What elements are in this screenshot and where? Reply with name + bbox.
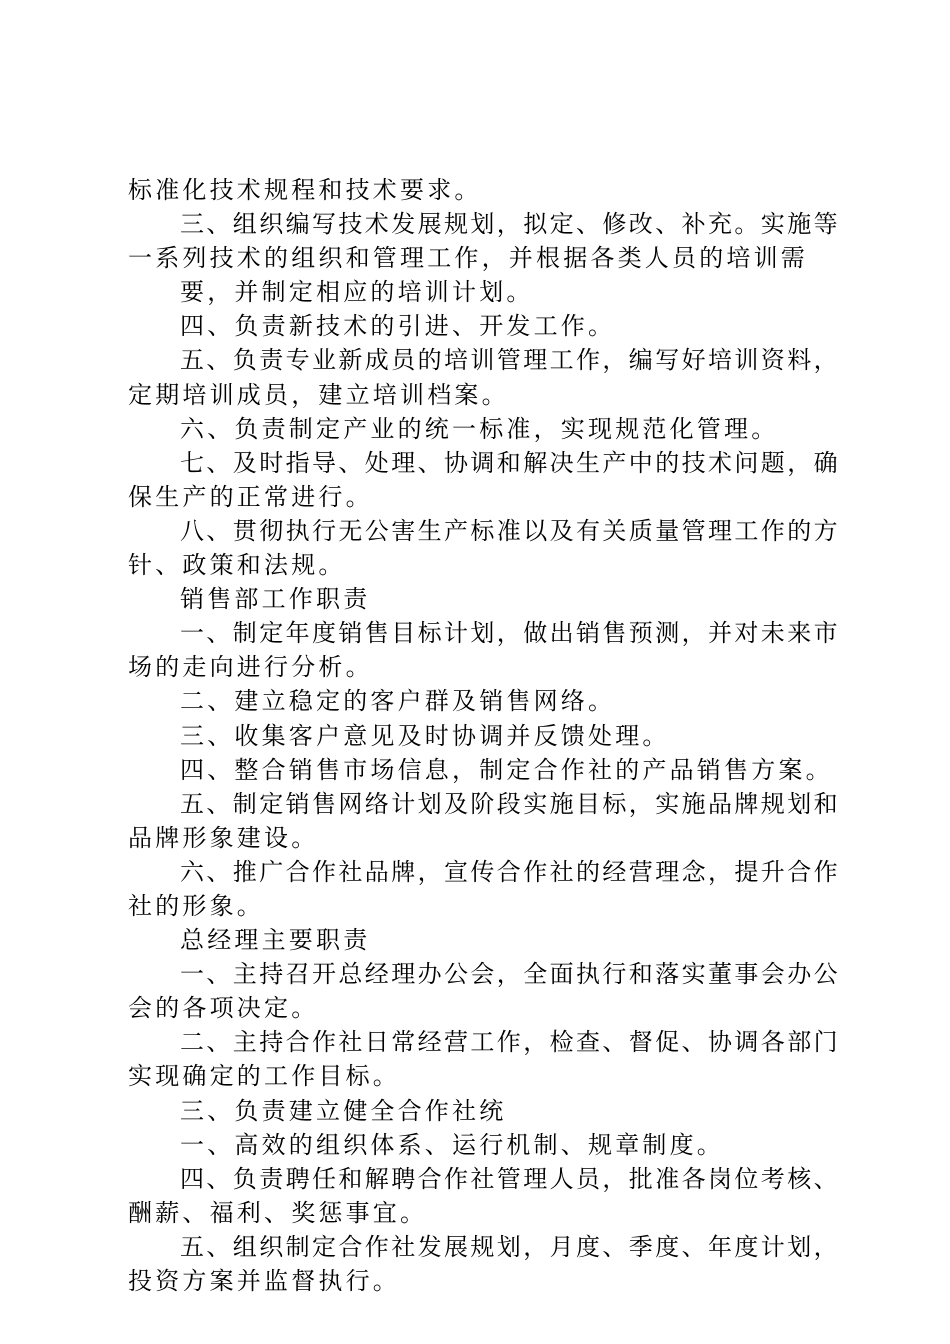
- text-line: 三、收集客户意见及时协调并反馈处理。: [180, 721, 670, 750]
- text-line: 四、整合销售市场信息，制定合作社的产品销售方案。: [180, 755, 833, 784]
- text-line: 定期培训成员，建立培训档案。: [128, 380, 509, 409]
- text-line: 五、制定销售网络计划及阶段实施目标，实施品牌规划和: [180, 789, 840, 818]
- text-line: 一系列技术的组织和管理工作，并根据各类人员的培训需: [128, 244, 808, 273]
- text-line: 七、及时指导、处理、协调和解决生产中的技术问题，确: [180, 448, 840, 477]
- text-line: 品牌形象建设。: [128, 823, 319, 852]
- text-line: 酬薪、福利、奖惩事宜。: [128, 1198, 428, 1227]
- text-line: 五、负责专业新成员的培训管理工作，编写好培训资料，: [180, 346, 840, 375]
- text-line: 一、高效的组织体系、运行机制、规章制度。: [180, 1130, 724, 1159]
- text-line: 总经理主要职责: [180, 926, 371, 955]
- text-line: 销售部工作职责: [180, 585, 371, 614]
- text-line: 一、主持召开总经理办公会，全面执行和落实董事会办公: [180, 960, 840, 989]
- text-line: 二、主持合作社日常经营工作，检查、督促、协调各部门: [180, 1028, 840, 1057]
- text-line: 六、负责制定产业的统一标准，实现规范化管理。: [180, 414, 779, 443]
- text-line: 要，并制定相应的培训计划。: [180, 278, 534, 307]
- text-line: 会的各项决定。: [128, 994, 319, 1023]
- text-line: 八、贯彻执行无公害生产标准以及有关质量管理工作的方: [180, 516, 840, 545]
- text-line: 四、负责聘任和解聘合作社管理人员，批准各岗位考核、: [180, 1164, 840, 1193]
- text-line: 三、组织编写技术发展规划，拟定、修改、补充。实施等: [180, 210, 840, 239]
- document-body: [128, 173, 838, 1298]
- text-line: 一、制定年度销售目标计划，做出销售预测，并对未来市: [180, 619, 840, 648]
- text-line: 实现确定的工作目标。: [128, 1062, 400, 1091]
- text-line: 二、建立稳定的客户群及销售网络。: [180, 687, 616, 716]
- text-line: 五、组织制定合作社发展规划，月度、季度、年度计划，: [180, 1232, 840, 1261]
- text-line: 针、政策和法规。: [128, 551, 346, 580]
- text-line: 保生产的正常进行。: [128, 482, 373, 511]
- text-line: 场的走向进行分析。: [128, 653, 373, 682]
- text-line: 四、负责新技术的引进、开发工作。: [180, 312, 616, 341]
- text-line: 六、推广合作社品牌，宣传合作社的经营理念，提升合作: [180, 857, 840, 886]
- text-line: 投资方案并监督执行。: [128, 1267, 400, 1295]
- text-line: 标准化技术规程和技术要求。: [128, 176, 482, 204]
- text-line: 三、负责建立健全合作社统: [180, 1096, 507, 1125]
- text-line: 社的形象。: [128, 891, 264, 920]
